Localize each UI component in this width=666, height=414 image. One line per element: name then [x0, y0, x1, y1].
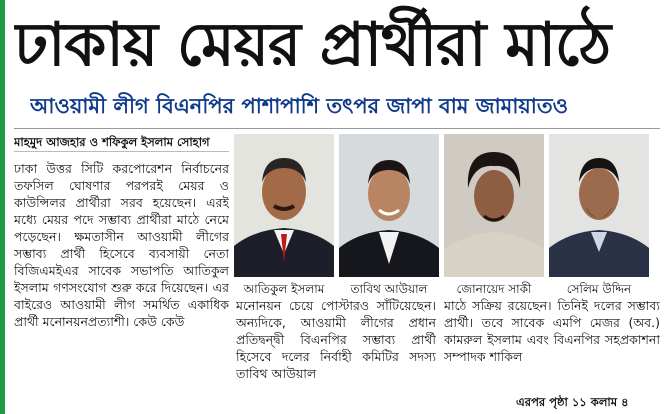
headline: ঢাকায় মেয়র প্রার্থীরা মাঠে [14, 10, 611, 80]
divider [14, 128, 660, 129]
photo-caption-1: আতিকুল ইসলাম [243, 282, 325, 296]
accent-bar [0, 0, 5, 414]
byline: মাহমুদ আজহার ও শফিকুল ইসলাম সোহাগ [14, 132, 229, 152]
subheadline: আওয়ামী লীগ বিএনপির পাশাপাশি তৎপর জাপা বাম জামায়াতও [30, 94, 569, 118]
body-column-left: ঢাকা উত্তর সিটি করপোরেশন নির্বাচনের তফসিল ঘোষণার পরপরই মেয়র ও কাউন্সিলর প্রার্থীরা সরব হয়েছেন। এরই মধ্যে মেয়র পদে সম্ভাব্য প্রার্থীরা মাঠে নেমে পড়েছেন। ক্ষমতাসীন আওয়ামী লীগের সম্ভাব্য প্রার্থী হিসেবে ব্যবসায়ী নেতা বিজিএমইএর সাবেক সভাপতি আতিকুল ইসলাম গণসংযোগ শুরু করে দিয়েছেন। এর বাইরেও আওয়ামী লীগ সমর্থিত একাধিক প্রার্থী মনোনয়নপ্রত্যাশী। কেউ কেউ [14, 161, 229, 329]
photo-caption-3: জোনায়েদ সাকী [456, 282, 532, 296]
portrait-photo-2 [339, 134, 439, 277]
photo-caption-4: সেলিম উদ্দিন [566, 282, 632, 296]
photo-caption-2: তাবিথ আউয়াল [350, 282, 428, 296]
body-column-right: মাঠে সক্রিয় রয়েছেন। তিনিই দলের সম্ভাব্য প্রার্থী। তবে সাবেক এমপি মেজর (অব.) কামরুল ইসলাম এবং বিএনপির সহপ্রকাশনা সম্পাদক শাকিল [444, 298, 660, 364]
portrait-photo-1 [234, 134, 334, 277]
continued-on-note[interactable]: এরপর পৃষ্ঠা ১১ কলাম ৪ [516, 395, 629, 409]
portrait-photo-4 [549, 134, 649, 277]
portrait-photo-3 [444, 134, 544, 277]
body-column-middle: মনোনয়ন চেয়ে পোস্টারও সাঁটিয়েছেন। অন্যদিকে, আওয়ামী লীগের প্রধান প্রতিদ্বন্দ্বী বিএনপির সম্ভাব্য প্রার্থী হিসেবে দলের নির্বাহী কমিটির সদস্য তাবিথ আউয়াল [236, 298, 436, 381]
